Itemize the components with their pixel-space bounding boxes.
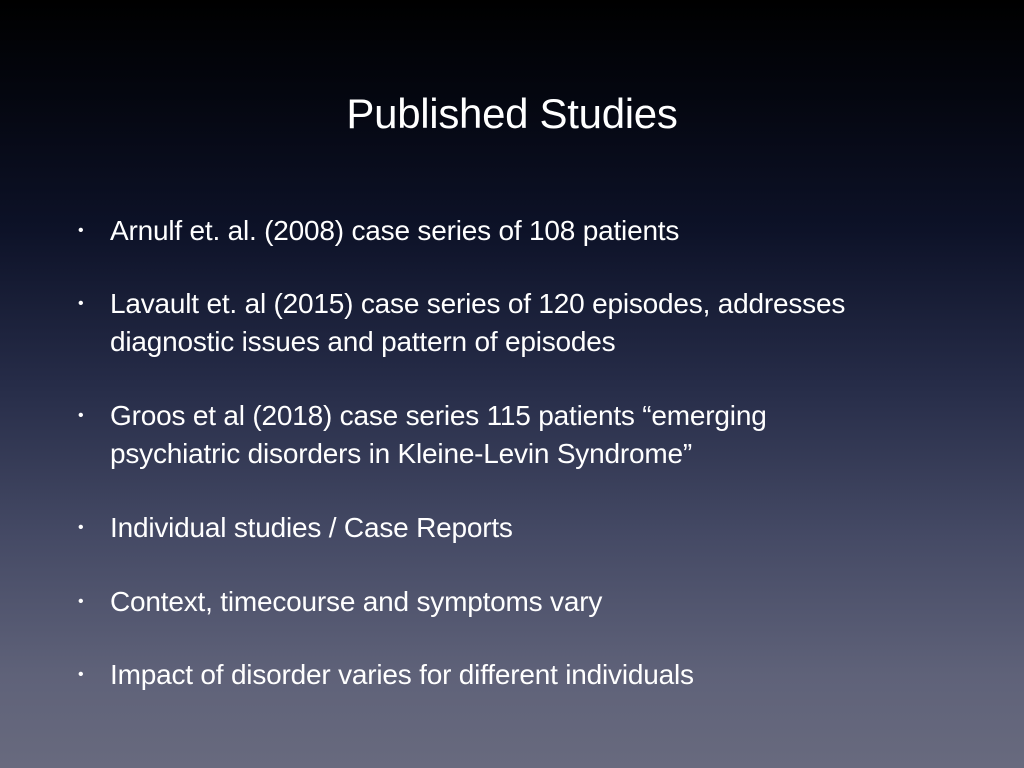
bullet-text: Individual studies / Case Reports	[110, 512, 513, 543]
bullet-marker: •	[78, 666, 84, 683]
bullet-marker: •	[78, 519, 84, 536]
bullet-marker: •	[78, 295, 84, 312]
bullet-text: Lavault et. al (2015) case series of 120 episodes, addresses diagnostic issues and pattern of episodes	[110, 288, 846, 357]
bullet-marker: •	[78, 407, 84, 424]
bullet-marker: •	[78, 222, 84, 239]
bullet-text: Groos et al (2018) case series 115 patients “emerging psychiatric disorders in Kleine-Levin Syndrome”	[110, 400, 767, 469]
slide-title: Published Studies	[346, 90, 678, 137]
bullet-text: Context, timecourse and symptoms vary	[110, 586, 603, 617]
bullet-marker: •	[78, 593, 84, 610]
bullet-text: Impact of disorder varies for different individuals	[110, 659, 694, 690]
bullet-text: Arnulf et. al. (2008) case series of 108 patients	[110, 215, 680, 246]
